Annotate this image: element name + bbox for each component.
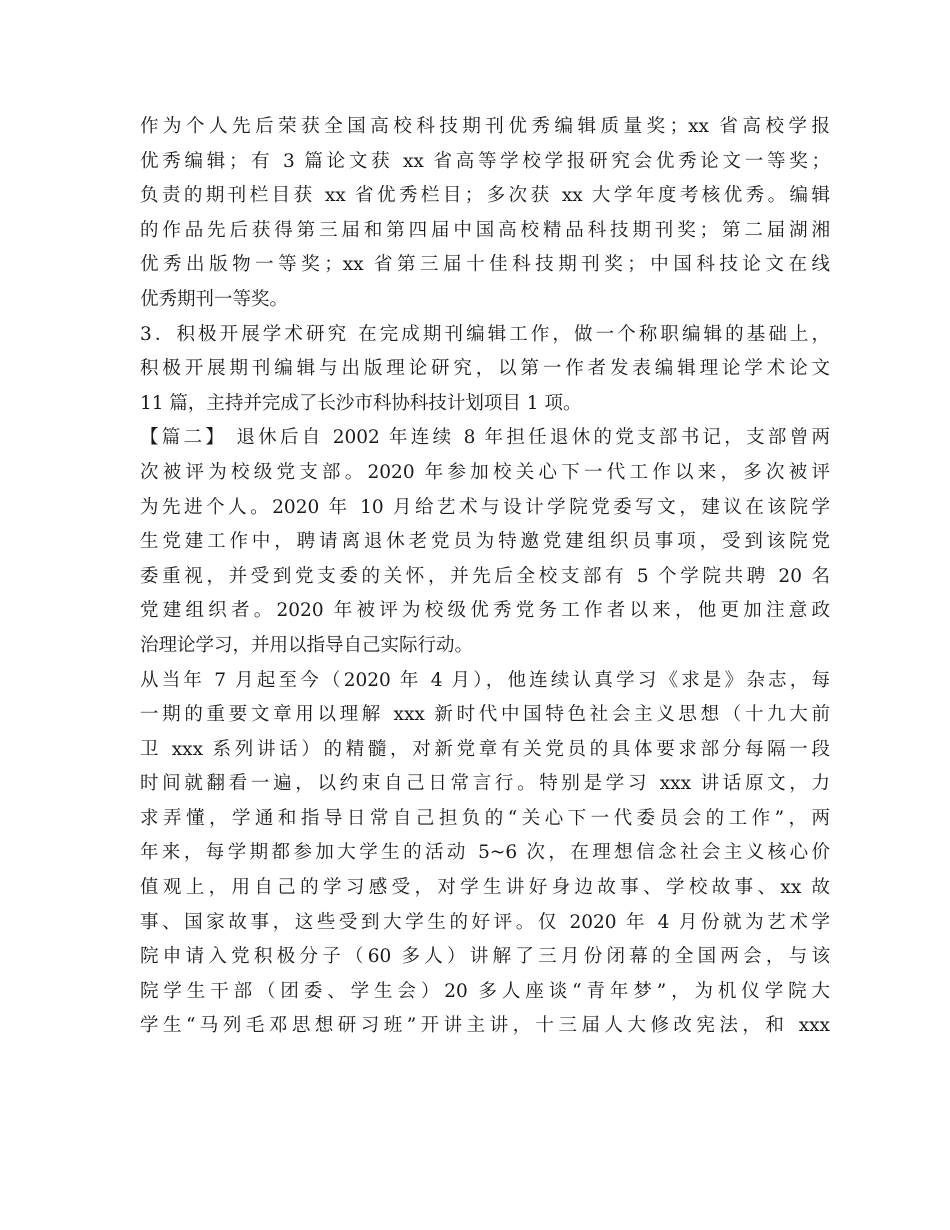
text-line: 年来，每学期都参加大学生的活动 5~6 次，在理想信念社会主义核心价 — [140, 842, 830, 864]
text-line: 优秀编辑；有 3 篇论文获 xx 省高等学校学报研究会优秀论文一等奖； — [140, 150, 830, 172]
text-line: 学生“马列毛邓思想研习班”开讲主讲，十三届人大修改宪法，和 xxx — [140, 1015, 830, 1037]
text-line: 为先进个人。2020 年 10 月给艺术与设计学院党委写文，建议在该院学 — [140, 496, 830, 518]
text-line: 生党建工作中，聘请离退休老党员为特邀党建组织员事项，受到该院党 — [140, 531, 830, 553]
text-line: 时间就翻看一遍，以约束自己日常言行。特别是学习 xxx 讲话原文，力 — [140, 773, 830, 795]
text-line: 积极开展期刊编辑与出版理论研究，以第一作者发表编辑理论学术论文 — [140, 358, 830, 380]
text-line: 值观上，用自己的学习感受，对学生讲好身边故事、学校故事、xx 故 — [140, 877, 830, 899]
text-line: 一期的重要文章用以理解 xxx 新时代中国特色社会主义思想（十九大前 — [140, 704, 830, 726]
text-line: 负责的期刊栏目获 xx 省优秀栏目；多次获 xx 大学年度考核优秀。编辑 — [140, 185, 830, 207]
text-line: 作为个人先后荣获全国高校科技期刊优秀编辑质量奖；xx 省高校学报 — [140, 116, 830, 137]
text-line: 院申请入党积极分子（60 多人）讲解了三月份闭幕的全国两会，与该 — [140, 946, 830, 968]
text-line: 的作品先后获得第三届和第四届中国高校精品科技期刊奖；第二届湖湘 — [140, 219, 830, 241]
text-line: 优秀期刊一等奖。 — [140, 288, 289, 310]
text-line: 次被评为校级党支部。2020 年参加校关心下一代工作以来，多次被评 — [140, 461, 830, 483]
text-line: 从当年 7 月起至今（2020 年 4 月），他连续认真学习《求是》杂志，每 — [140, 669, 830, 691]
text-line: 委重视，并受到党支委的关怀，并先后全校支部有 5 个学院共聘 20 名 — [140, 565, 830, 587]
text-line: 优秀出版物一等奖；xx 省第三届十佳科技期刊奖；中国科技论文在线 — [140, 254, 830, 276]
text-line: 卫 xxx 系列讲话）的精髓，对新党章有关党员的具体要求部分每隔一段 — [140, 738, 830, 760]
text-line: 【篇二】 退休后自 2002 年连续 8 年担任退休的党支部书记，支部曾两 — [140, 427, 830, 449]
text-line: 党建组织者。2020 年被评为校级优秀党务工作者以来，他更加注意政 — [140, 600, 830, 622]
text-line: 3．积极开展学术研究 在完成期刊编辑工作，做一个称职编辑的基础上， — [140, 323, 830, 345]
text-line: 11 篇，主持并完成了长沙市科协科技计划项目 1 项。 — [140, 392, 582, 414]
text-line: 求弄懂，学通和指导日常自己担负的“关心下一代委员会的工作”，两 — [140, 807, 830, 829]
text-line: 院学生干部（团委、学生会）20 多人座谈“青年梦”，为机仪学院大 — [140, 980, 830, 1002]
text-line: 事、国家故事，这些受到大学生的好评。仅 2020 年 4 月份就为艺术学 — [140, 911, 830, 933]
body-text — [140, 110, 830, 1044]
text-line: 治理论学习，并用以指导自己实际行动。 — [140, 634, 474, 656]
